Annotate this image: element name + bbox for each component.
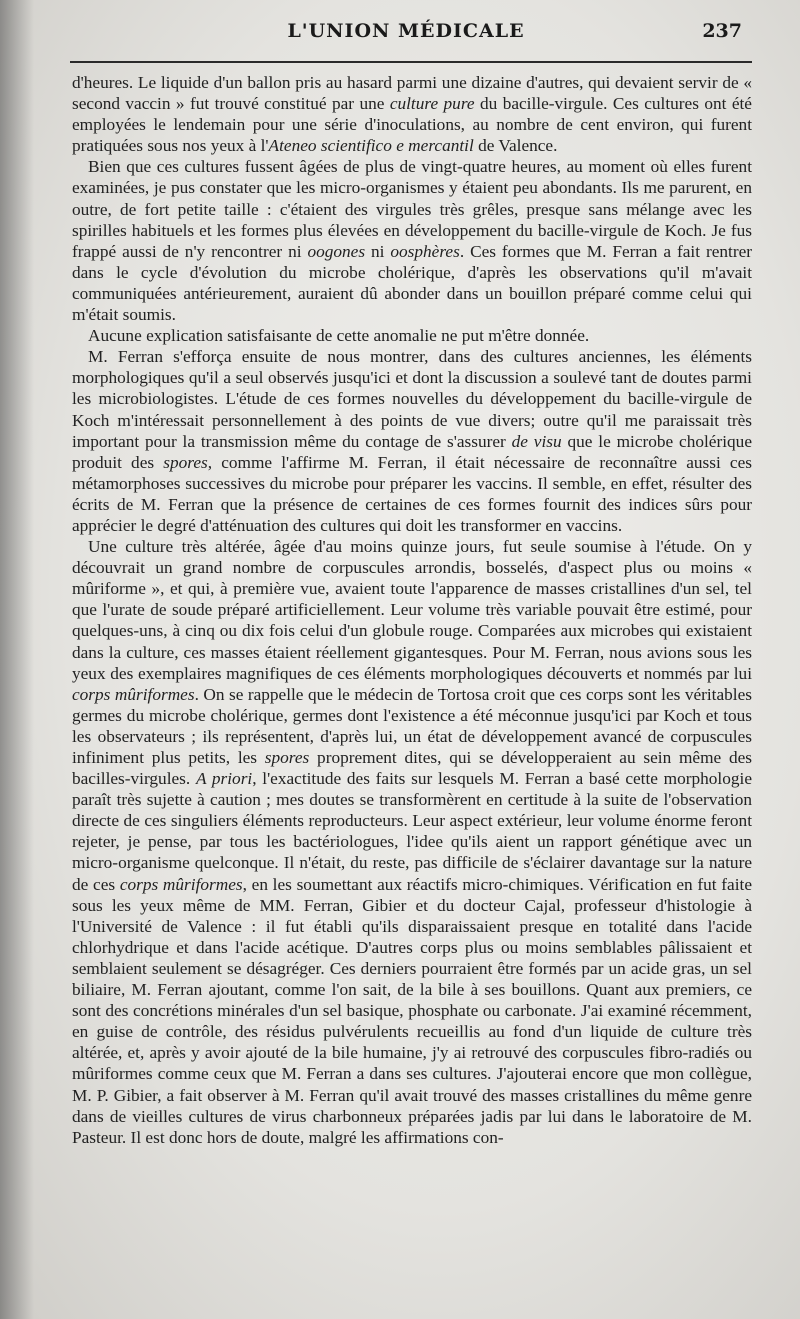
italic-text: corps mûriformes: [72, 684, 195, 704]
paragraph: [72, 536, 752, 1148]
text-run: proprement dites, qui se développeraient au sein même des bacilles-virgules.: [72, 748, 752, 789]
paragraph: [72, 346, 752, 536]
header-rule: [70, 61, 752, 63]
paragraph: [72, 156, 752, 325]
text-run: ni: [365, 241, 391, 261]
page-header: [70, 18, 742, 48]
italic-text: spores: [264, 748, 310, 767]
running-title: L'UNION MÉDICALE: [287, 20, 525, 42]
italic-text: spores: [163, 452, 208, 472]
binding-shadow: [0, 0, 34, 1319]
text-run: que le microbe cholérique produit des: [72, 431, 752, 472]
italic-text: corps mûriformes: [119, 874, 243, 894]
text-run: de Valence.: [473, 136, 558, 156]
page-number: 237: [702, 20, 742, 42]
italic-text: A priori: [195, 769, 253, 789]
text-run: , l'exactitude des faits sur lesquels M. Ferran a basé cette morphologie paraît très sujette à caution ; mes doutes se transformèrent en certitude à la suite de l'observation directe de ces singuliers éléments reproducteurs. Leur aspect extérieur, leur volume énorme feront rejeter, je pense, par tous les bactériologues, l'idee qu'ils aient un rapport génétique avec un micro-organisme quelconque. Il n'était, du reste, pas difficile de s'éclairer davantage sur la nature de ces: [72, 769, 752, 894]
text-run: , comme l'affirme M. Ferran, il était nécessaire de reconnaître aussi ces métamorphoses successives du microbe pour préparer les vaccins. Il semble, en effet, résulter des écrits de M. Ferran que la présence de certaines de ces formes fournit des indices sûrs pour apprécier le degré d'atténuation des cultures qui doit les transformer en vaccins.: [72, 452, 752, 535]
text-run: , en les soumettant aux réactifs micro-chimiques. Vérification en fut faite sous les yeux même de MM. Ferran, Gibier et du docteur Cajal, professeur d'histologie à l'Université de Valence : il fut établi qu'ils disparaissaient presque en totalité dans l'acide chlorhydrique et dans l'acide acétique. D'autres corps plus ou moins semblables pâlissaient et semblaient seulement se désagréger. Ces derniers pourraient être formés par un acide gras, un sel biliaire, M. Ferran ajoutant, comme l'on sait, de la bile à ses bouillons. Quant aux premiers, ce sont des concrétions minérales d'un sel basique, phosphate ou carbonate. J'ai examiné récemment, en guise de contrôle, des résidus pulvérulents recueillis au fond d'un liquide de culture très altérée, et, après y avoir ajouté de la bile humaine, j'y ai retrouvé des corpuscules fibro-radiés ou mûriformes comme ceux que M. Ferran a dans ses cultures. J'ajouterai encore que mon collègue, M. P. Gibier, a fait observer à M. Ferran qu'il avait trouvé des masses cristallines du même genre dans de vieilles cultures de virus charbonneux préparées jadis par lui dans le laboratoire de M. Pasteur. Il est donc hors de doute, malgré les affirmations con-: [72, 874, 752, 1147]
body-text: [72, 72, 752, 1148]
paragraph: [72, 325, 752, 346]
italic-text: de visu: [511, 431, 562, 451]
text-run: . On se rappelle que le médecin de Tortosa croit que ces corps sont les véritables germes du microbe cholérique, germes dont l'existence a été méconnue jusqu'ici par Koch et tous les observateurs ; ils représentent, d'après lui, un état de développement avancé de corpuscules infiniment plus petits, les: [72, 684, 752, 767]
italic-text: culture pure: [389, 94, 475, 114]
paragraph: [72, 72, 752, 156]
italic-text: oogones: [307, 241, 366, 261]
text-run: Bien que ces cultures fussent âgées de plus de vingt-quatre heures, au moment où elles furent examinées, je pus constater que les micro-organismes y étaient peu abondants. Ils me parurent, en outre, de fort petite taille : c'étaient des virgules très grêles, presque sans mélange avec les spirilles habituels et les formes plus élevées en développement du bacille-virgule de Koch. Je fus frappé aussi de n'y rencontrer ni: [72, 157, 752, 261]
text-run: M. Ferran s'efforça ensuite de nous montrer, dans des cultures anciennes, les éléments morphologiques qu'il a seul observés jusqu'ici et dont la discussion a soulevé tant de doutes parmi les microbiologistes. L'étude de ces formes nouvelles du développement du bacille-virgule de Koch m'intéressait personnellement à des points de vue divers; outre qu'il me paraissait très important pour la transmission même du contage de s'assurer: [72, 347, 752, 451]
italic-text: oosphères: [390, 241, 460, 261]
text-run: Aucune explication satisfaisante de cette anomalie ne put m'être donnée.: [88, 326, 590, 346]
italic-text: Ateneo scientifico e mercantil: [268, 136, 474, 156]
text-run: du bacille-virgule. Ces cultures ont été employées le lendemain pour une série d'inoculations, au nombre de cent environ, qui furent pratiquées sous nos yeux à l': [72, 94, 752, 156]
text-run: Une culture très altérée, âgée d'au moins quinze jours, fut seule soumise à l'étude. On y découvrait un grand nombre de corpuscules arrondis, bosselés, d'aspect plus ou moins « mûriforme », et qui, à première vue, avaient toute l'apparence de masses cristallines d'un sel, tel que l'urate de soude préparé artificiellement. Leur volume très variable pouvait être estimé, pour quelques-uns, à cinq ou dix fois celui d'un globule rouge. Comparées aux microbes qui existaient dans la culture, ces masses étaient réellement gigantesques. Pour M. Ferran, nous avions sous les yeux des exemplaires magnifiques de ces éléments morphologiques découverts et nommés par lui: [72, 537, 752, 683]
text-run: . Ces formes que M. Ferran a fait rentrer dans le cycle d'évolution du microbe cholérique, d'après les observations qu'il m'avait communiquées antérieurement, auraient dû abonder dans un bouillon préparé comme celui qui m'était soumis.: [72, 241, 752, 325]
text-run: d'heures. Le liquide d'un ballon pris au hasard parmi une dizaine d'autres, qui devaient servir de « second vaccin » fut trouvé constitué par une: [72, 73, 752, 114]
